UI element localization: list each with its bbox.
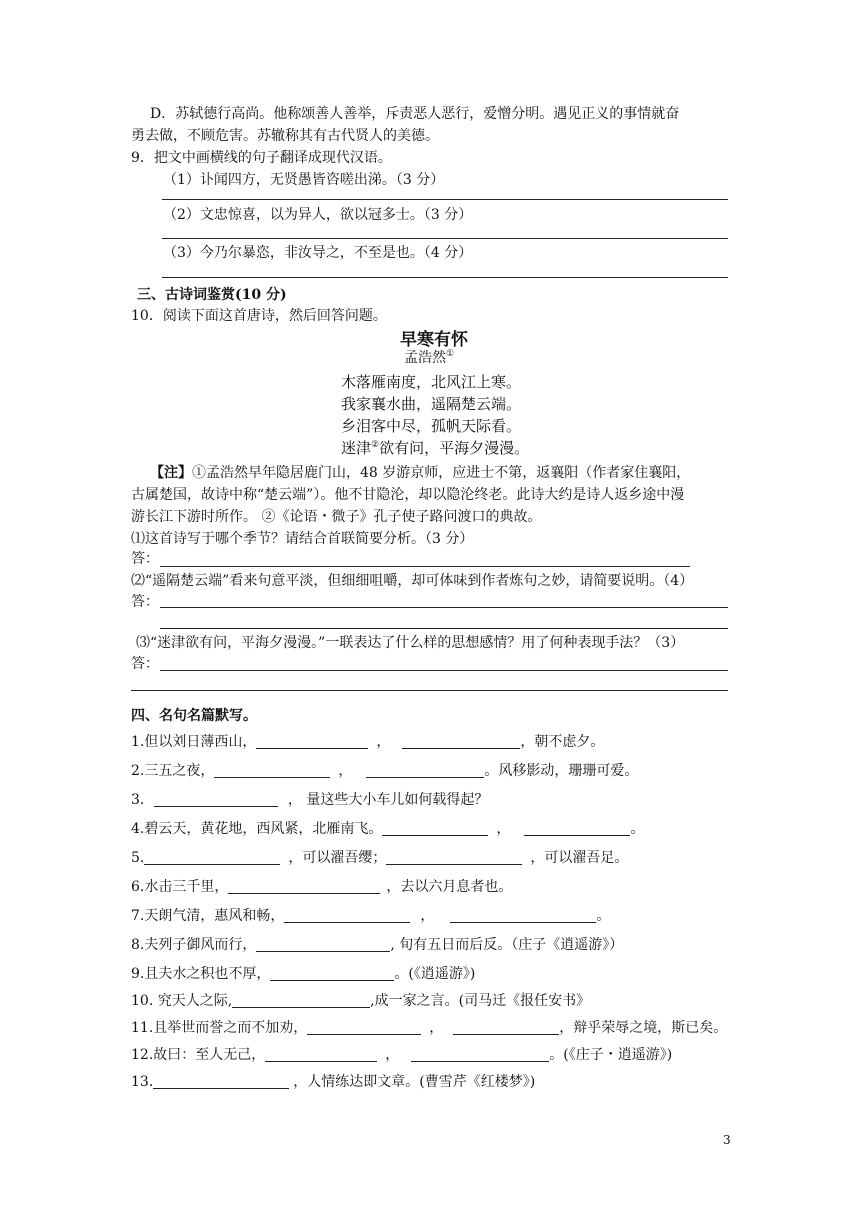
answer-line: [162, 277, 728, 278]
q9-item-2: （2）文忠惊喜，以为异人，欲以冠多士。（3 分）: [163, 207, 473, 223]
q10-sub2: ⑵“遥隔楚云端”看来句意平淡，但细细咀嚼，却可体味到作者炼句之妙，请简要说明。（4）: [131, 573, 694, 589]
recite-13: 13. ，人情练达即文章。(曹雪芹《红楼梦》): [131, 1074, 536, 1090]
poem-line-2: 我家襄水曲，遥隔楚云端。: [341, 395, 522, 413]
answer-line: [160, 607, 728, 608]
note-line-2: 古属楚国，故诗中称“楚云端”）。他不甘隐沦，却以隐沦终老。此诗大约是诗人返乡途中漫: [131, 487, 685, 503]
q10-sub3: ⑶“迷津欲有问，平海夕漫漫。”一联表达了什么样的思想感情？用了何种表现手法？（3）: [136, 635, 685, 651]
poem-line-1: 木落雁南度，北风江上寒。: [341, 373, 522, 391]
recite-8: 8.夫列子御风而行， , 旬有五日而后反。（庄子《逍遥游》）: [131, 937, 624, 953]
poem-author: 孟浩然①: [404, 349, 455, 366]
answer-line: [160, 566, 690, 567]
q10-prompt: 10．阅读下面这首唐诗，然后回答问题。: [131, 308, 387, 324]
answer-line: [162, 199, 728, 200]
answer-line: [162, 238, 728, 239]
answer-line: [160, 628, 728, 629]
q10-sub1: ⑴这首诗写于哪个季节？请结合首联简要分析。（3 分）: [131, 531, 474, 547]
note-line-3: 游长江下游时所作。 ②《论语・微子》孔子使子路问渡口的典故。: [131, 509, 542, 525]
q9-prompt: 9．把文中画横线的句子翻译成现代汉语。: [131, 150, 392, 166]
q8-option-d-line1: D．苏轼德行高尚。他称颂善人善举，斥责恶人恶行，爱憎分明。遇见正义的事情就奋: [150, 106, 680, 122]
recite-9: 9.且夫水之积也不厚， 。(《逍遥游》): [131, 966, 476, 982]
answer-label: 答：: [131, 594, 159, 610]
section3-heading: 三、古诗词鉴赏(10 分): [137, 287, 287, 303]
note-line-1: 【注】①孟浩然早年隐居鹿门山，48 岁游京师，应进士不第，返襄阳（作者家住襄阳，: [150, 465, 691, 481]
answer-label: 答：: [131, 551, 159, 567]
answer-label: 答：: [131, 656, 159, 672]
recite-6: 6.水击三千里， ，去以六月息者也。: [131, 879, 513, 895]
poem-line-3: 乡泪客中尽，孤帆天际看。: [341, 417, 522, 435]
recite-3: 3． ， 量这些大小车儿如何载得起？: [131, 792, 489, 808]
answer-line: [131, 690, 728, 691]
answer-line: [160, 670, 728, 671]
q9-item-1: （1）讣闻四方，无贤愚皆咨嗟出涕。（3 分）: [163, 172, 445, 188]
recite-1: 1.但以刘日薄西山， ， ，朝不虑夕。: [131, 734, 605, 750]
section4-heading: 四、名句名篇默写。: [131, 708, 257, 724]
poem-title: 早寒有怀: [400, 330, 468, 350]
recite-5: 5. ，可以濯吾缨； ，可以濯吾足。: [131, 850, 629, 866]
recite-12: 12.故曰：至人无己， ， 。(《庄子・逍遥游》): [131, 1047, 673, 1063]
page-number: 3: [723, 1133, 731, 1147]
recite-4: 4.碧云天，黄花地，西风紧，北雁南飞。 ， 。: [131, 821, 645, 837]
recite-2: 2.三五之夜， ， 。风移影动，珊珊可爱。: [131, 763, 639, 779]
poem-line-4: 迷津②欲有问，平海夕漫漫。: [341, 439, 530, 457]
recite-7: 7.天朗气清，惠风和畅， ， 。: [131, 908, 611, 924]
q8-option-d-line2: 勇去做，不顾危害。苏辙称其有古代贤人的美德。: [131, 128, 439, 144]
recite-10: 10. 究天人之际, ,成一家之言。(司马迁《报任安书》: [131, 993, 591, 1009]
recite-11: 11.且举世而誉之而不加劝， ， ，辩乎荣辱之境，斯已矣。: [131, 1020, 728, 1036]
q9-item-3: （3）今乃尔暴恣，非汝导之，不至是也。（4 分）: [163, 245, 473, 261]
